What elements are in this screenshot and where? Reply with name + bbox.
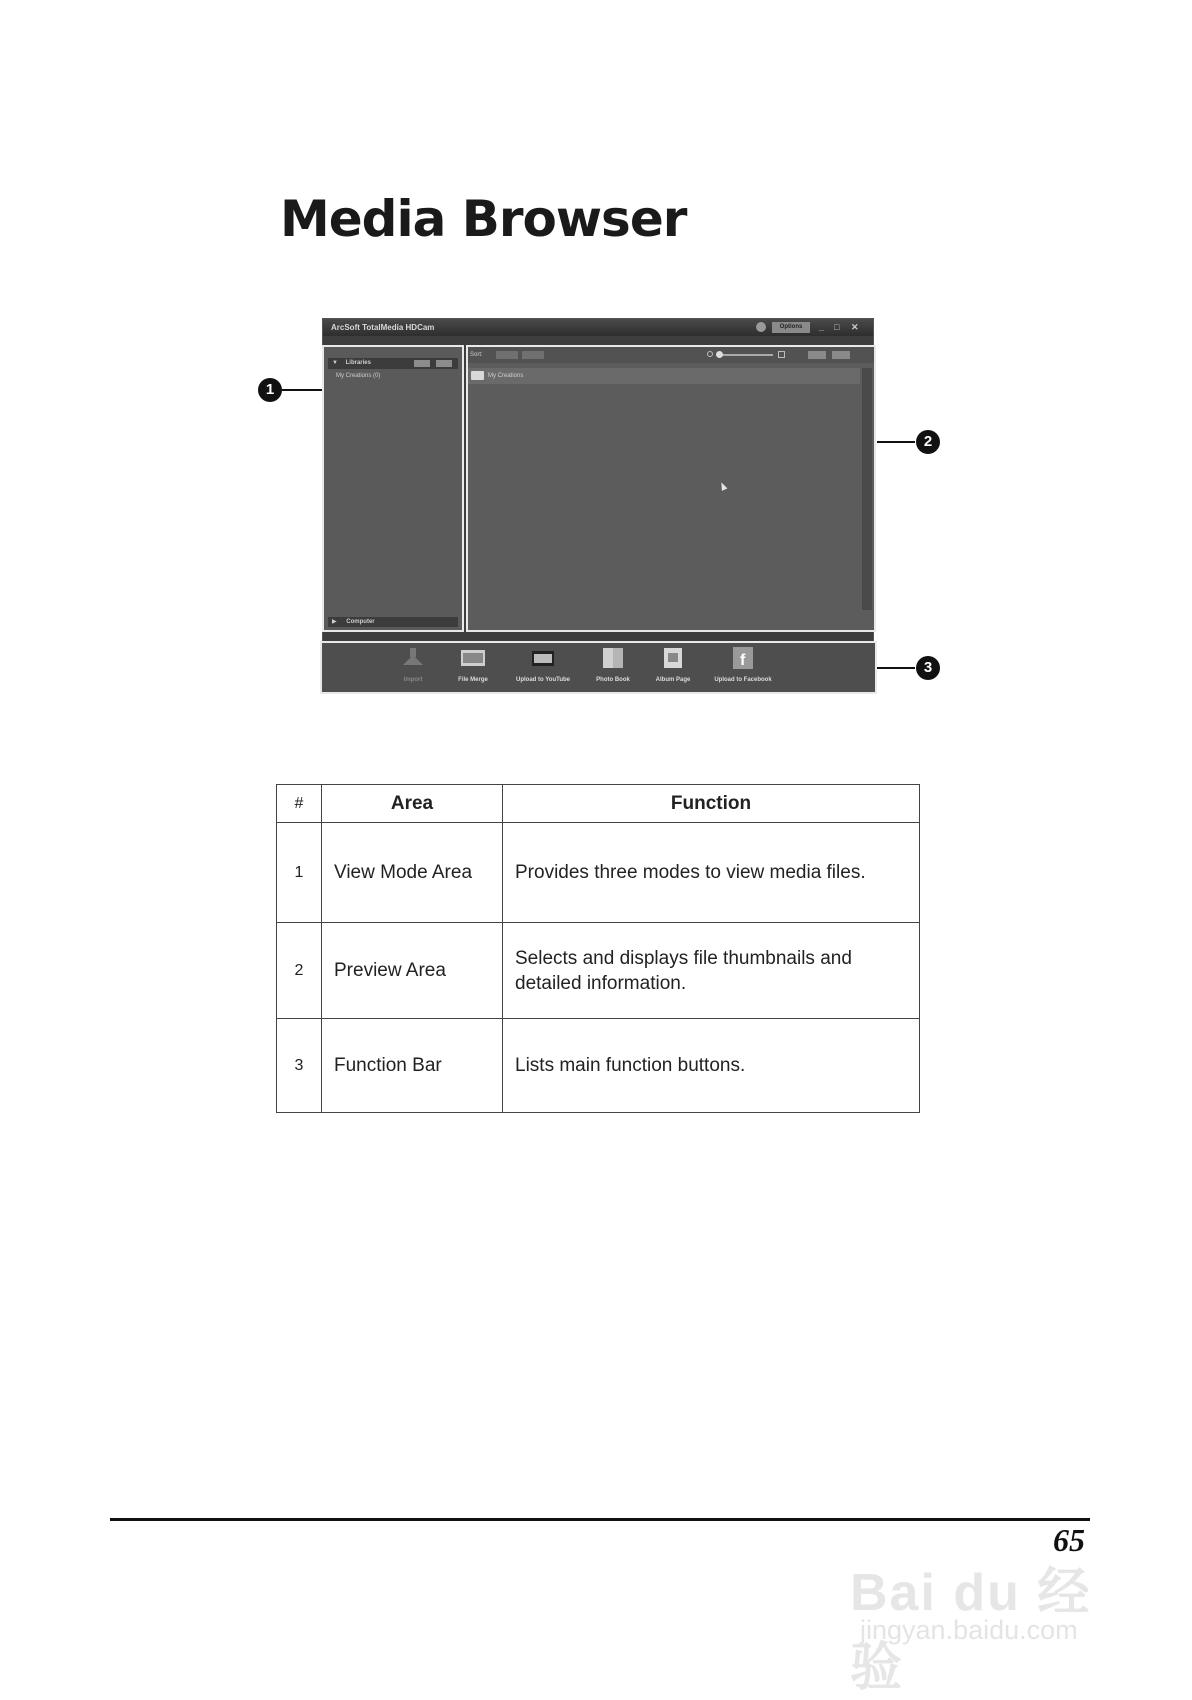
photo-book-icon [600,645,626,671]
album-page-button[interactable]: Album Page [638,645,708,683]
facebook-icon [730,645,756,671]
table-row [277,823,920,923]
callout-2-leader [877,441,915,443]
callout-2: 2 [916,430,940,454]
preview-toolbar [468,347,874,363]
zoom-out-icon[interactable] [707,351,713,357]
row-area: Function Bar [322,1019,503,1113]
header-number: # [277,785,322,823]
page-number: 65 [1053,1522,1085,1558]
filter-dropdown[interactable] [522,351,544,359]
close-icon[interactable]: ✕ [851,322,859,332]
libraries-header[interactable] [328,358,458,369]
watermark-brand: Bai du 经验 [850,1564,1092,1697]
preview-area [466,345,876,632]
app-window-screenshot [323,319,873,692]
page-heading: Media Browser [280,190,687,248]
maximize-icon[interactable]: □ [834,322,840,332]
zoom-slider-handle[interactable] [716,351,723,358]
view-mode-button-a[interactable] [414,360,430,367]
file-merge-button[interactable]: File Merge [438,645,508,683]
computer-header[interactable] [328,617,458,627]
sort-label: Sort: [470,352,483,358]
callout-3: 3 [916,656,940,680]
header-area: Area [322,785,503,823]
upload-youtube-button[interactable]: Upload to YouTube [508,645,578,683]
import-icon [400,645,426,671]
folder-icon [471,371,484,380]
header-function: Function [503,785,920,823]
row-number: 1 [277,823,322,923]
window-title: ArcSoft TotalMedia HDCam [331,323,435,332]
callout-1: 1 [258,378,282,402]
folder-row[interactable] [468,368,860,384]
detail-view-button[interactable] [832,351,850,359]
film-strip-icon [460,645,486,671]
mouse-cursor-icon [719,481,728,491]
watermark-url: jingyan.baidu.com [860,1615,1078,1645]
upload-facebook-button[interactable]: f Upload to Facebook [708,645,778,683]
zoom-slider[interactable] [718,354,773,356]
title-bar [323,319,873,336]
row-function: Lists main function buttons. [503,1019,920,1113]
album-page-icon [660,645,686,671]
photo-book-button[interactable]: Photo Book [578,645,648,683]
help-icon[interactable] [756,322,766,332]
row-function: Selects and displays file thumbnails and detailed information. [503,923,920,1019]
minimize-icon[interactable]: _ [819,322,825,332]
computer-label: Computer [346,619,375,625]
expand-arrow-icon: ▼ [332,360,338,366]
youtube-icon [530,645,556,671]
row-number: 3 [277,1019,322,1113]
vertical-scrollbar[interactable] [862,368,872,610]
options-button[interactable]: Options [772,322,810,333]
svg-text:f: f [740,652,746,669]
row-number: 2 [277,923,322,1019]
callout-3-leader [877,667,915,669]
row-area: View Mode Area [322,823,503,923]
zoom-in-icon[interactable] [778,351,785,358]
library-item-my-creations[interactable]: My Creations (0) [336,373,381,379]
thumbnail-view-button[interactable] [808,351,826,359]
function-bar [320,641,877,694]
libraries-label: Libraries [345,360,371,366]
baidu-watermark [850,1505,1140,1697]
folder-label: My Creations [488,373,524,379]
table-header-row [277,785,920,823]
view-mode-area [322,345,464,632]
table-row [277,1019,920,1113]
row-function: Provides three modes to view media files. [503,823,920,923]
sort-dropdown[interactable] [496,351,518,359]
row-area: Preview Area [322,923,503,1019]
table-row [277,923,920,1019]
import-button[interactable]: Import [378,645,448,683]
view-mode-button-b[interactable] [436,360,452,367]
area-function-table [276,784,920,1113]
collapse-arrow-icon: ▶ [332,619,337,625]
callout-1-leader [282,389,322,391]
